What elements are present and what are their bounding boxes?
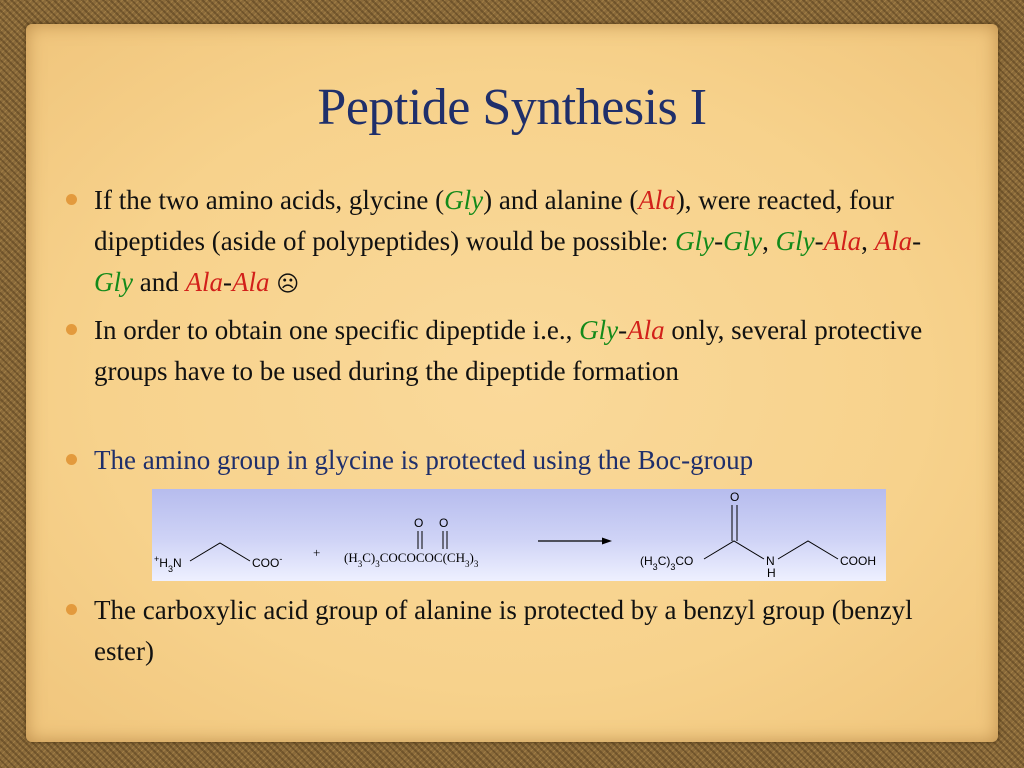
sad-face-icon: ☹ <box>276 272 300 297</box>
reaction-arrow-icon <box>602 538 612 545</box>
bullet-text: In order to obtain one specific dipeptide i.e., <box>94 315 580 345</box>
dash: - <box>912 226 922 256</box>
dipeptide-ala-gly-second: Gly <box>94 267 133 297</box>
product-glycine-bonds <box>778 541 838 559</box>
comma: , <box>762 226 776 256</box>
gly-term: Gly <box>444 185 484 215</box>
dash: - <box>618 315 628 345</box>
glycine-bonds <box>190 543 250 561</box>
reagent-oxygen-2: O <box>439 516 449 530</box>
bullet-text: ), were reacted, four dipeptides (aside of polypeptides) would be possible: <box>94 185 894 256</box>
dipeptide-gly-ala-first: Gly <box>775 226 815 256</box>
product-nitrogen: N <box>766 554 775 568</box>
glycine-carboxylate-label: COO- <box>252 554 283 570</box>
and-word: and <box>132 267 186 297</box>
bullet-dot-icon <box>66 454 77 465</box>
slide-title: Peptide Synthesis I <box>317 79 707 136</box>
bullet-item-1 <box>66 180 946 303</box>
bullet-item-2 <box>66 310 946 433</box>
reagent-oxygen-1: O <box>414 516 424 530</box>
comma: , <box>861 226 875 256</box>
bullet-dot-icon <box>66 324 77 335</box>
bullet-list <box>66 180 946 481</box>
product-oxygen: O <box>730 490 740 504</box>
dash: - <box>222 267 232 297</box>
product-hydrogen: H <box>767 566 776 580</box>
product-carboxyl-label: COOH <box>840 554 876 568</box>
dipeptide-ala-ala-second: Ala <box>231 267 270 297</box>
bullet-text: only, several protective groups have to be used during the dipeptide formation <box>94 315 923 386</box>
product-tbutoxy-label: $(H_3C)_3CO$ <box>640 554 694 572</box>
bullet-item-4 <box>66 590 974 672</box>
dipeptide-gly-gly-second: Gly <box>723 226 763 256</box>
product-carbonyl-bonds <box>704 541 764 559</box>
bullet-text: If the two amino acids, glycine ( <box>94 185 445 215</box>
reaction-scheme <box>152 489 886 581</box>
bullet-text: The carboxylic acid group of alanine is protected by a benzyl group (benzyl ester) <box>94 595 913 666</box>
plus-sign: + <box>313 545 321 560</box>
ala-term: Ala <box>638 185 676 215</box>
dash: - <box>814 226 824 256</box>
reaction-scheme-drawing <box>152 489 886 581</box>
bullet-text: The amino group in glycine is protected using the Boc-group <box>94 445 754 475</box>
dipeptide-ala-ala-first: Ala <box>185 267 223 297</box>
glycine-amine-label: $^+H_3N$ <box>154 554 182 574</box>
dash: - <box>714 226 724 256</box>
ala-term: Ala <box>627 315 665 345</box>
dipeptide-ala-gly-first: Ala <box>874 226 913 256</box>
dipeptide-gly-ala-second: Ala <box>823 226 862 256</box>
gly-term: Gly <box>579 315 619 345</box>
bullet-dot-icon <box>66 604 77 615</box>
boc-anhydride-formula: $(H_3C)_3COCOCOC(CH_3)_3$ <box>344 550 479 569</box>
dipeptide-gly-gly-first: Gly <box>675 226 715 256</box>
bullet-item-3 <box>66 440 946 481</box>
bullet-dot-icon <box>66 194 77 205</box>
bullet-text: ) and alanine ( <box>483 185 639 215</box>
